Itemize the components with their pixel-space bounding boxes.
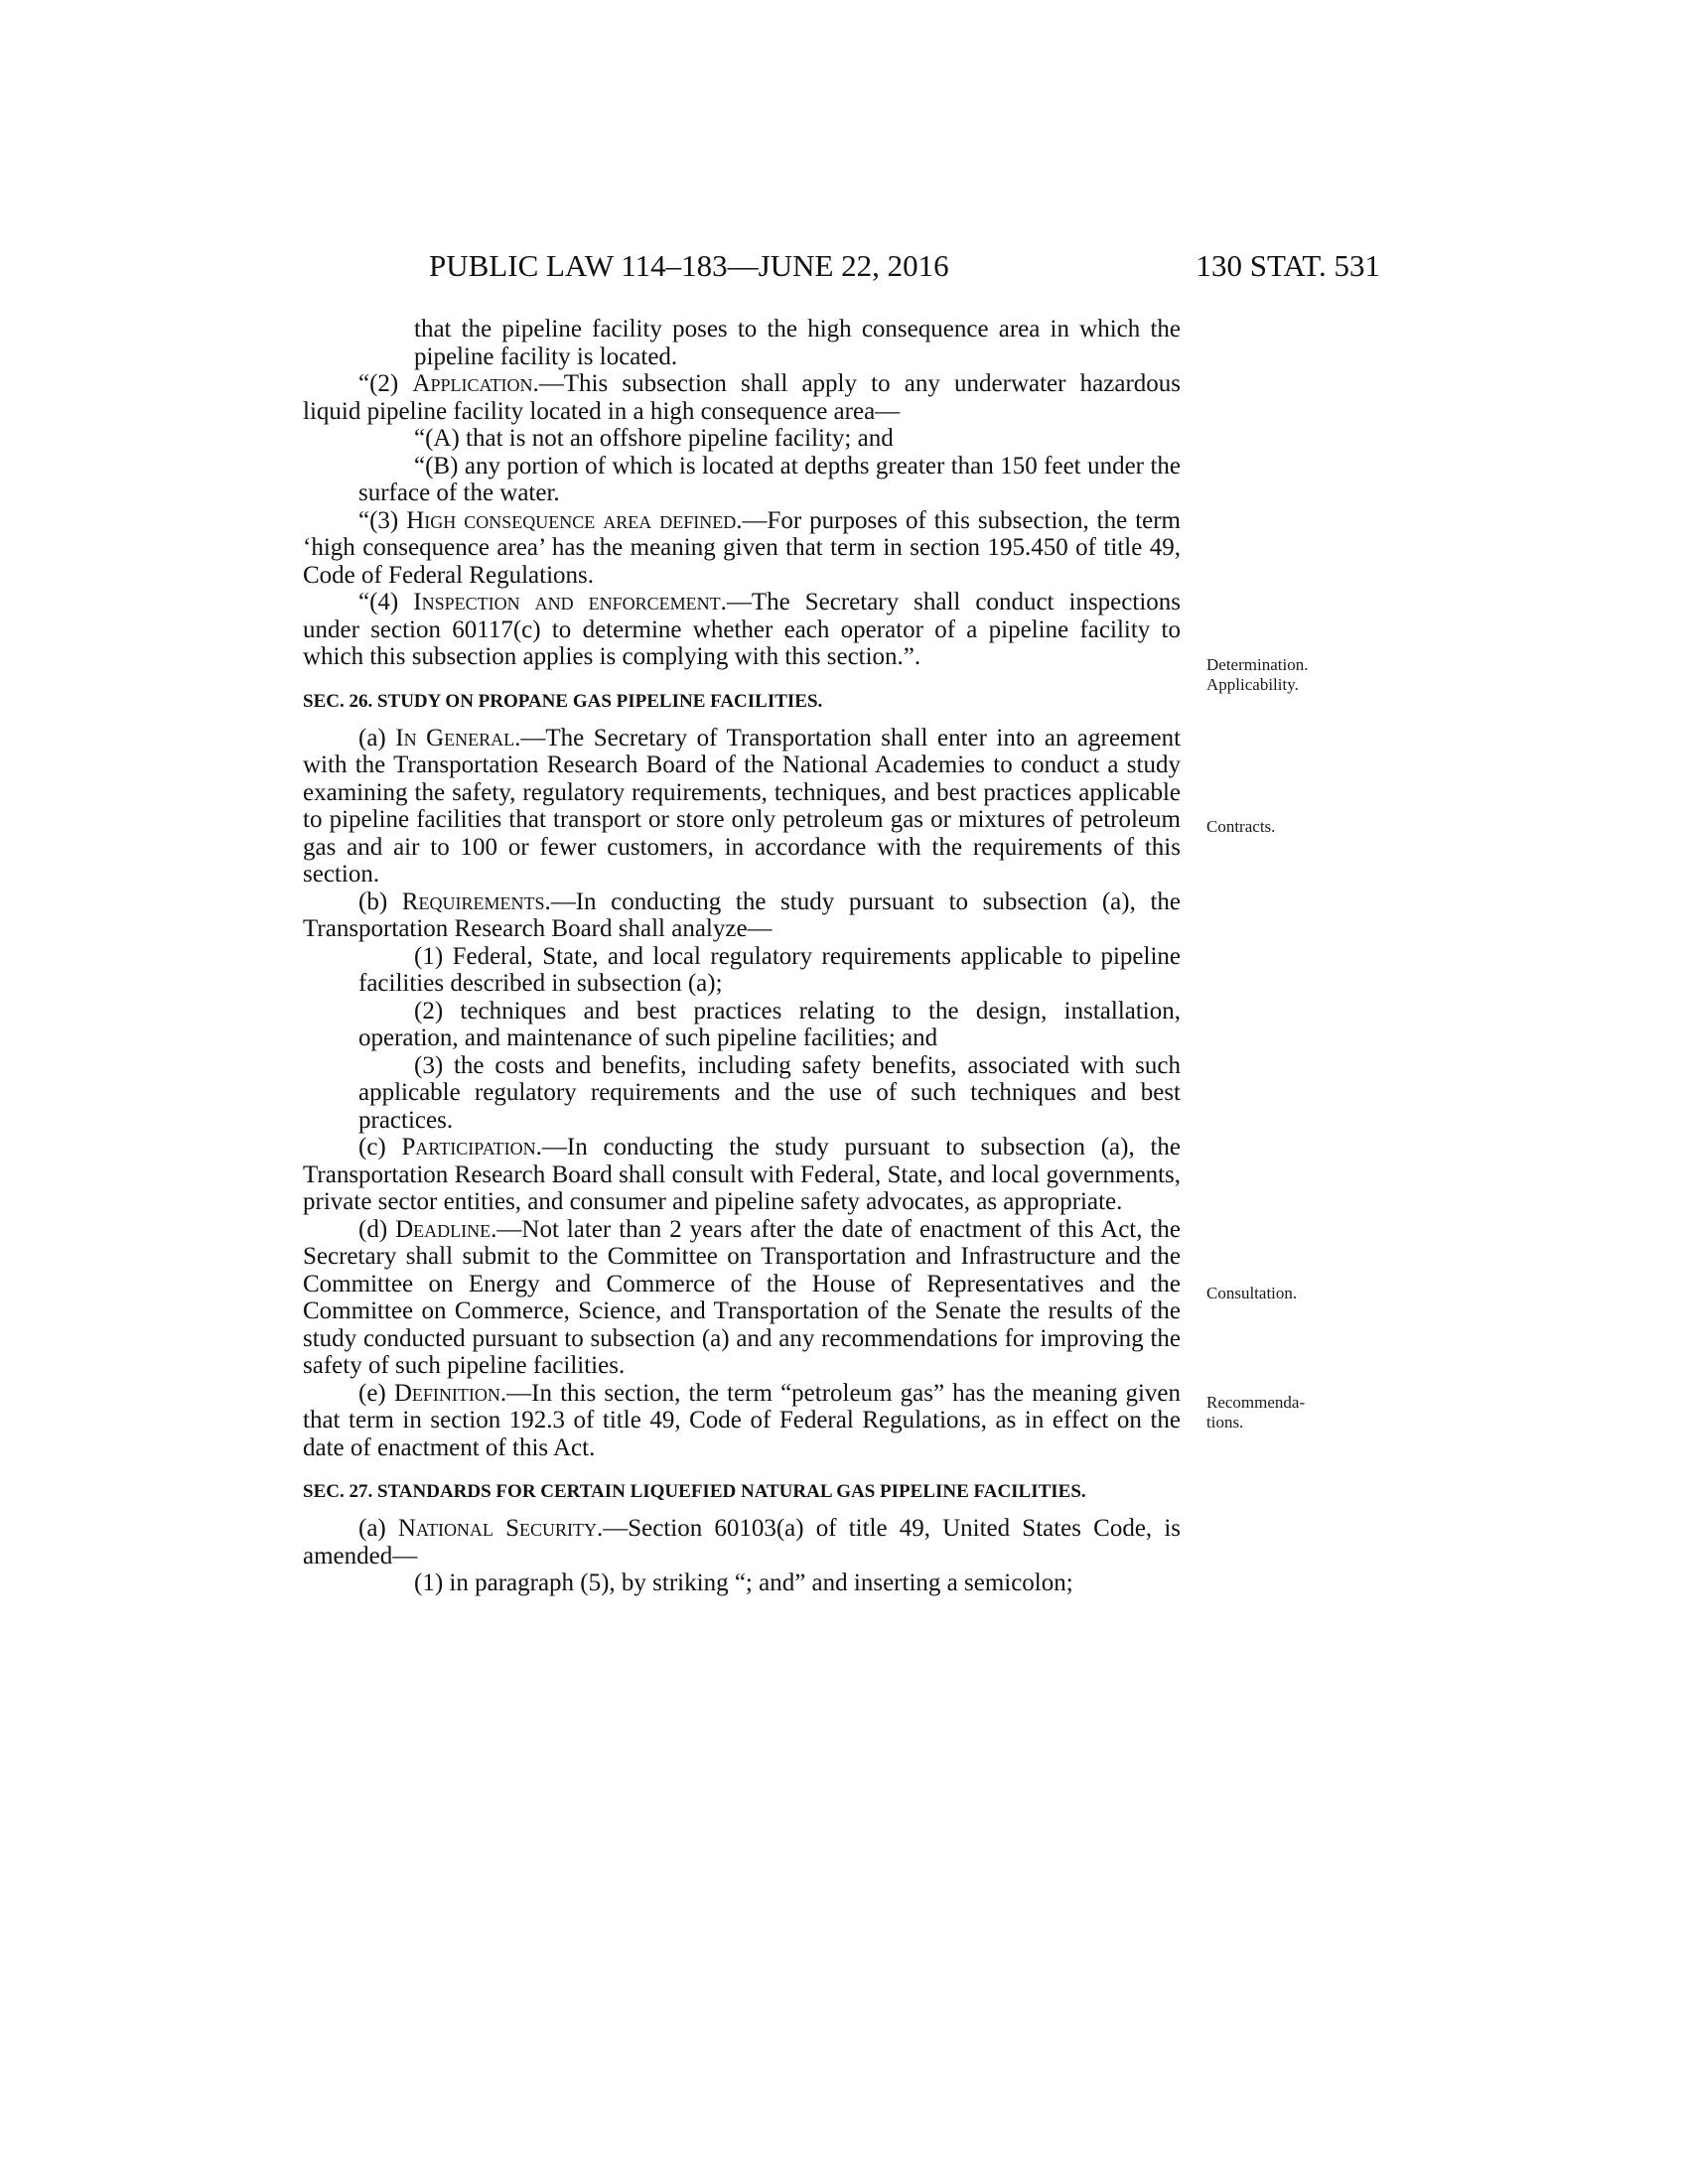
paragraph-heading: Requirements [401, 887, 545, 915]
paragraph-text: (2) techniques and best practices relating to the design, installation, operation, and maintenance of such pipeline facilities; and [358, 997, 1181, 1051]
paragraph-number: (a) [358, 724, 396, 751]
paragraph-number: “(4) [358, 589, 414, 615]
paragraph-2-application [303, 370, 1181, 425]
margin-note-determination [1206, 655, 1375, 695]
subsection-26e [303, 1380, 1181, 1462]
subsection-26a [303, 725, 1181, 888]
margin-note-text: Consultation. [1206, 1284, 1298, 1302]
margin-note-text: tions. [1206, 1413, 1244, 1432]
paragraph-text: .—In conducting the study pursuant to subsection (a), the Transportation Research Board shall consult with Federal, State, and local governments, private sector entities, and consumer and pipeline safety advocates, as appropriate. [303, 1134, 1182, 1215]
paragraph-number: (c) [358, 1134, 402, 1160]
section-27-heading: SEC. 27. STANDARDS FOR CERTAIN LIQUEFIED NATURAL GAS PIPELINE FACILITIES. [303, 1481, 1086, 1502]
running-head [357, 246, 1380, 286]
margin-note-recommendations [1206, 1393, 1375, 1433]
paragraph-heading: In General [395, 724, 515, 751]
paragraph-number: (b) [358, 887, 402, 915]
statute-page-number: 130 STAT. 531 [1196, 248, 1380, 283]
subsection-26d [303, 1216, 1181, 1380]
margin-note-text: Recommenda- [1206, 1393, 1306, 1412]
paragraph-text: .—In this section, the term “petroleum gas” has the meaning given that term in section 192.3 of title 49, Code of Federal Regulations, as in effect on the date of enactment of this Act. [303, 1379, 1181, 1461]
paragraph-text: “(A) that is not an offshore pipeline facility; and [414, 425, 894, 452]
paragraph-number: (e) [358, 1379, 394, 1407]
subparagraph-b [303, 453, 1181, 507]
subsection-27a [303, 1515, 1181, 1570]
paragraph-number: (a) [358, 1515, 398, 1542]
paragraph-text: that the pipeline facility poses to the high consequence area in which the pipeline facility is located. [414, 316, 1181, 370]
paragraph-text: .—Not later than 2 years after the date of enactment of this Act, the Secretary shall submit to the Committee on Transportation and Infrastructure and the Committee on Energy and Commerce of the House of Representatives and the Committee on Commerce, Science, and Transportation of the Senate the results of the study conducted pursuant to subsection (a) and any recommendations for improving the safety of such pipeline facilities. [303, 1215, 1181, 1379]
paragraph-text: .—The Secretary shall conduct inspections under section 60117(c) to determine whether each operator of a pipeline facility to which this subsection applies is complying with this section.”. [303, 589, 1181, 670]
paragraph-26b3 [303, 1052, 1181, 1135]
subparagraph-a [303, 425, 1181, 453]
paragraph-text: (3) the costs and benefits, including safety benefits, associated with such applicable regulatory requirements and the use of such techniques and best practices. [358, 1051, 1181, 1134]
subsection-26b [303, 888, 1181, 943]
paragraph-heading: High consequence area defined [406, 506, 737, 534]
paragraph-4-inspection [303, 589, 1181, 671]
paragraph-text: (1) Federal, State, and local regulatory requirements applicable to pipeline facilities described in subsection (a); [358, 942, 1181, 997]
paragraph-continuation [303, 316, 1181, 370]
paragraph-text: .—In conducting the study pursuant to subsection (a), the Transportation Research Board shall analyze— [303, 887, 1181, 942]
paragraph-number: “(3) [358, 506, 407, 534]
margin-note-consultation [1206, 1284, 1375, 1303]
paragraph-text: .—This subsection shall apply to any underwater hazardous liquid pipeline facility located in a high consequence area— [303, 370, 1181, 425]
paragraph-heading: Inspection and enforcement [413, 589, 721, 615]
margin-note-text: Contracts. [1206, 817, 1276, 836]
paragraph-heading: Deadline [395, 1215, 492, 1243]
paragraph-heading: Definition [393, 1379, 500, 1407]
paragraph-heading: Application [412, 370, 533, 397]
paragraph-text: (1) in paragraph (5), by striking “; and” and inserting a semicolon; [414, 1570, 1073, 1596]
running-head-title: PUBLIC LAW 114–183—JUNE 22, 2016 [429, 248, 949, 283]
margin-note-text: Determination. [1206, 655, 1309, 674]
paragraph-heading: National Security [397, 1515, 597, 1542]
paragraph-27a1 [303, 1570, 1181, 1597]
paragraph-number: (d) [358, 1215, 396, 1243]
paragraph-26b1 [303, 943, 1181, 998]
margin-note-contracts [1206, 817, 1375, 837]
margin-note-text: Applicability. [1206, 675, 1299, 694]
paragraph-text: .—For purposes of this subsection, the term ‘high consequence area’ has the meaning given that term in section 195.450 of title 49, Code of Federal Regulations. [303, 506, 1182, 589]
paragraph-text: “(B) any portion of which is located at depths greater than 150 feet under the surface of the water. [358, 452, 1181, 506]
paragraph-heading: Participation [401, 1134, 536, 1160]
paragraph-text: .—The Secretary of Transportation shall enter into an agreement with the Transportation Research Board of the National Academies to conduct a study examining the safety, regulatory requirements, techniques, and best practices applicable to pipeline facilities that transport or store only petroleum gas or mixtures of petroleum gas and air to 100 or fewer customers, in accordance with the requirements of this section. [303, 724, 1182, 887]
subsection-26c [303, 1134, 1181, 1216]
paragraph-26b2 [303, 998, 1181, 1052]
body-text [303, 316, 1181, 1597]
paragraph-3-high-consequence-area [303, 507, 1181, 590]
section-26-heading: SEC. 26. STUDY ON PROPANE GAS PIPELINE FACILITIES. [303, 690, 823, 712]
paragraph-number: “(2) [358, 370, 413, 397]
paragraph-text: .—Section 60103(a) of title 49, United States Code, is amended— [303, 1515, 1181, 1570]
